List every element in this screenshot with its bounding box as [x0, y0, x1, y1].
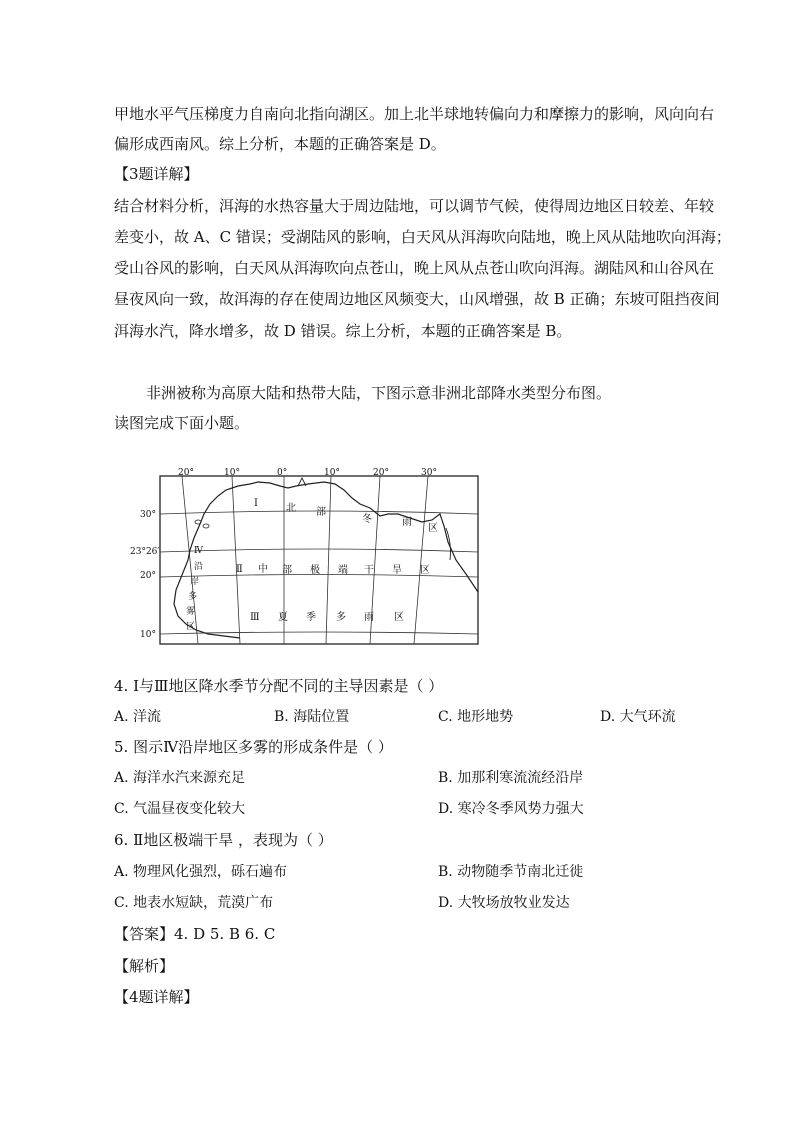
svg-text:多: 多 — [188, 592, 198, 602]
q5-option-b[interactable]: B. 加那利寒流流经沿岸 — [438, 770, 584, 786]
question-5: 5. 图示Ⅳ沿岸地区多雾的形成条件是（ ） — [114, 738, 393, 756]
lon-label: 10° — [224, 468, 240, 478]
africa-precipitation-map — [130, 464, 480, 646]
lat-label: 10° — [140, 630, 156, 640]
q4-option-c[interactable]: C. 地形地势 — [438, 709, 514, 725]
q4-option-b[interactable]: B. 海陆位置 — [274, 709, 350, 725]
question-4: 4. Ⅰ与Ⅲ地区降水季节分配不同的主导因素是（ ） — [114, 677, 444, 695]
coastline — [174, 482, 478, 638]
svg-text:Ⅰ: Ⅰ — [254, 498, 258, 509]
svg-text:区: 区 — [186, 622, 196, 632]
svg-text:区: 区 — [428, 523, 438, 534]
q6-option-c[interactable]: C. 地表水短缺，荒漠广布 — [114, 895, 274, 911]
svg-text:区: 区 — [420, 565, 430, 576]
lon-label: 20° — [178, 468, 194, 478]
material-intro: 非洲被称为高原大陆和热带大陆，下图示意非洲北部降水类型分布图。 — [146, 384, 612, 402]
region-1-label — [254, 498, 438, 534]
svg-text:雾: 雾 — [186, 607, 196, 617]
svg-text:中: 中 — [258, 564, 268, 575]
svg-text:端: 端 — [338, 565, 348, 576]
svg-text:雨: 雨 — [402, 517, 412, 528]
lat-label: 20° — [140, 571, 156, 581]
svg-text:区: 区 — [394, 612, 404, 623]
text-line: 差变小，故 A、C 错误；受湖陆风的影响，白天风从洱海吹向陆地，晚上风从陆地吹向洱海； — [114, 228, 731, 246]
svg-text:旱: 旱 — [392, 565, 402, 576]
svg-text:干: 干 — [364, 565, 374, 576]
q6-option-a[interactable]: A. 物理风化强烈，砾石遍布 — [114, 864, 288, 880]
text-line: 洱海水汽，降水增多，故 D 错误。综上分析，本题的正确答案是 B。 — [114, 322, 572, 340]
lon-label: 10° — [324, 468, 340, 478]
analysis-heading: 【解析】 — [114, 957, 175, 975]
text-line: 结合材料分析，洱海的水热容量大于周边陆地，可以调节气候，使得周边地区日较差、年较 — [114, 197, 715, 215]
svg-text:部: 部 — [316, 507, 326, 518]
svg-text:Ⅱ: Ⅱ — [236, 564, 243, 575]
svg-text:北: 北 — [286, 503, 296, 514]
svg-text:Ⅳ: Ⅳ — [194, 546, 203, 556]
question-6: 6. Ⅱ地区极端干旱 ，表现为（ ） — [114, 831, 333, 849]
q4-detail-heading: 【4题详解】 — [114, 988, 199, 1006]
text-line: 受山谷风的影响，白天风从洱海吹向点苍山，晚上风从点苍山吹向洱海。湖陆风和山谷风在 — [114, 259, 715, 277]
meridians — [182, 476, 428, 644]
q4-option-d[interactable]: D. 大气环流 — [600, 709, 676, 725]
svg-text:沿: 沿 — [194, 562, 204, 572]
svg-text:部: 部 — [282, 565, 292, 576]
svg-text:冬: 冬 — [362, 514, 372, 525]
lat-label: 23°26′ — [130, 547, 160, 557]
region-2-label — [236, 562, 430, 576]
q5-option-c[interactable]: C. 气温昼夜变化较大 — [114, 801, 246, 817]
q4-option-a[interactable]: A. 洋流 — [114, 709, 162, 725]
section-heading: 【3题详解】 — [114, 165, 199, 183]
answer-line: 【答案】4. D 5. B 6. C — [114, 925, 276, 943]
lon-label: 30° — [421, 468, 437, 478]
q5-option-a[interactable]: A. 海洋水汽来源充足 — [114, 770, 246, 786]
text-line: 甲地水平气压梯度力自南向北指向湖区。加上北半球地转偏向力和摩擦力的影响，风向向右 — [114, 105, 715, 123]
q6-option-d[interactable]: D. 大牧场放牧业发达 — [438, 895, 570, 911]
lon-label: 0° — [277, 468, 288, 478]
q5-option-d[interactable]: D. 寒冷冬季风势力强大 — [438, 801, 584, 817]
text-line: 昼夜风向一致，故洱海的存在使周边地区风频变大，山风增强，故 B 正确；东坡可阻挡夜间 — [114, 290, 720, 308]
svg-text:季: 季 — [306, 612, 316, 623]
svg-text:Ⅲ: Ⅲ — [250, 612, 260, 623]
material-intro-2: 读图完成下面小题。 — [114, 414, 250, 432]
svg-text:极: 极 — [310, 565, 320, 576]
text-line: 偏形成西南风。综上分析，本题的正确答案是 D。 — [114, 135, 446, 153]
svg-text:岸: 岸 — [190, 577, 200, 587]
svg-text:雨: 雨 — [364, 612, 374, 623]
lon-label: 20° — [373, 468, 389, 478]
svg-text:夏: 夏 — [278, 612, 288, 623]
lat-label: 30° — [140, 510, 156, 520]
svg-text:多: 多 — [336, 612, 346, 623]
q6-option-b[interactable]: B. 动物随季节南北迁徙 — [438, 864, 584, 880]
